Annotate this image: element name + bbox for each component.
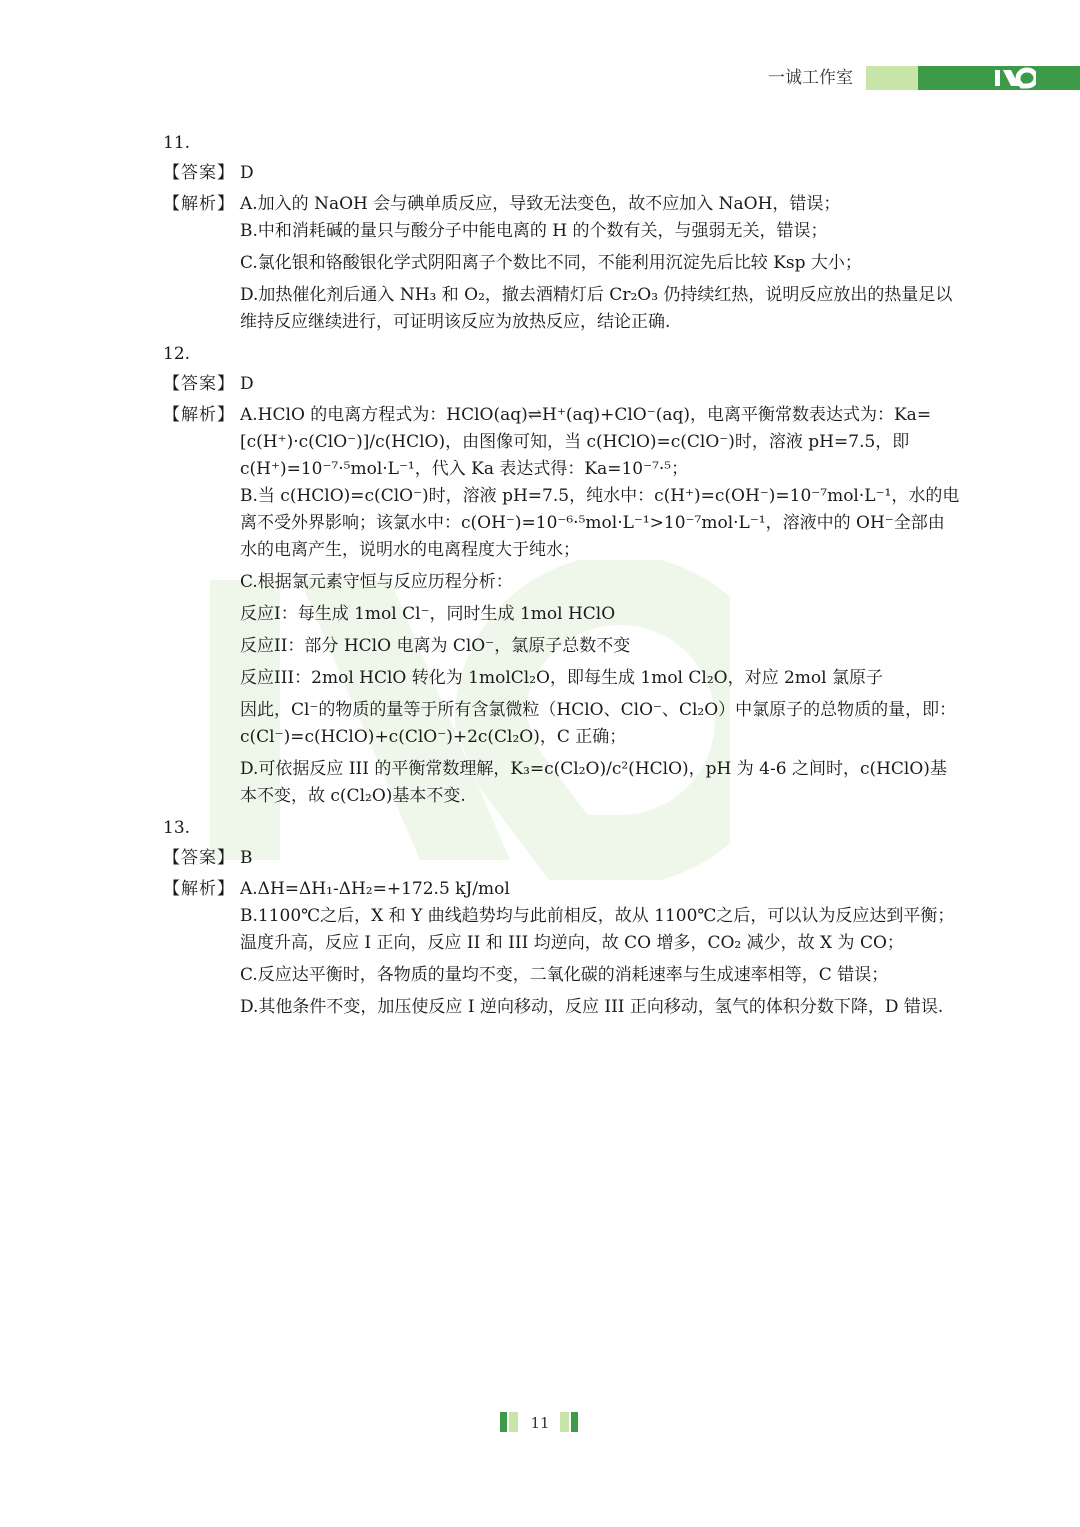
footer-bars-left: [500, 1412, 520, 1432]
question-block: [163, 815, 963, 1021]
yc-logo-icon: [994, 67, 1036, 89]
analysis-paragraph: D.加热催化剂后通入 NH₃ 和 O₂，撤去酒精灯后 Cr₂O₃ 仍持续红热，说明反应放出的热量足以维持反应继续进行，可证明该反应为放热反应，结论正确.: [240, 285, 953, 332]
analysis-tag: 【解析】: [163, 194, 235, 214]
analysis-paragraph: B.当 c(HClO)=c(ClO⁻)时，溶液 pH=7.5，纯水中：c(H⁺)=c(OH⁻)=10⁻⁷mol·L⁻¹，水的电离不受外界影响；该氯水中：c(OH⁻)=10⁻⁶·⁵mol·L⁻¹>10⁻⁷mol·L⁻¹，溶液中的 OH⁻全部由水的电离产生，说明水的电离程度大于纯水；: [240, 486, 960, 560]
answer-row: [163, 845, 963, 872]
analysis-row: [163, 191, 963, 218]
header-title: 一诚工作室: [768, 68, 853, 88]
answer-value: B: [240, 848, 253, 868]
analysis-row: [163, 876, 963, 903]
footer-bars-right: [560, 1412, 580, 1432]
analysis-paragraph: B.中和消耗碱的量只与酸分子中能电离的 H 的个数有关，与强弱无关，错误；: [240, 221, 828, 241]
analysis-paragraph: 反应I：每生成 1mol Cl⁻，同时生成 1mol HClO: [240, 604, 616, 624]
answer-value: D: [240, 163, 254, 183]
question-block: [163, 130, 963, 336]
question-number: 11.: [163, 133, 191, 153]
answer-value: D: [240, 374, 254, 394]
page-number: 11: [530, 1414, 550, 1432]
answer-tag: 【答案】: [163, 374, 235, 394]
answer-tag: 【答案】: [163, 163, 235, 183]
analysis-row: [163, 402, 963, 483]
analysis-paragraph: C.氯化银和铬酸银化学式阴阳离子个数比不同，不能利用沉淀先后比较 Ksp 大小；: [240, 253, 862, 273]
analysis-text: A.加入的 NaOH 会与碘单质反应，导致无法变色，故不应加入 NaOH，错误；: [240, 194, 841, 214]
question-number: 13.: [163, 818, 191, 838]
header-band-light: [866, 66, 918, 90]
question-block: [163, 341, 963, 810]
analysis-tag: 【解析】: [163, 879, 235, 899]
question-number: 12.: [163, 344, 191, 364]
answer-row: [163, 160, 963, 187]
analysis-paragraph: B.1100℃之后，X 和 Y 曲线趋势均与此前相反，故从 1100℃之后，可以认为反应达到平衡；温度升高，反应 I 正向，反应 II 和 III 均逆向，故 CO 增多，CO₂ 减少，故 X 为 CO；: [240, 906, 955, 953]
analysis-paragraph: 因此，Cl⁻的物质的量等于所有含氯微粒（HClO、ClO⁻、Cl₂O）中氯原子的总物质的量，即：c(Cl⁻)=c(HClO)+c(ClO⁻)+2c(Cl₂O)，C 正确；: [240, 700, 957, 747]
analysis-text: A.ΔH=ΔH₁-ΔH₂=+172.5 kJ/mol: [240, 879, 510, 899]
answer-tag: 【答案】: [163, 848, 235, 868]
analysis-paragraph: D.其他条件不变，加压使反应 I 逆向移动，反应 III 正向移动，氢气的体积分数下降，D 错误.: [240, 997, 944, 1017]
analysis-text: A.HClO 的电离方程式为：HClO(aq)⇌H⁺(aq)+ClO⁻(aq)，电离平衡常数表达式为：Ka=[c(H⁺)·c(ClO⁻)]/c(HClO)，由图像可知，当 c(HClO)=c(ClO⁻)时，溶液 pH=7.5，即 c(H⁺)=10⁻⁷·⁵mol·L⁻¹，代入 Ka 表达式得：Ka=10⁻⁷·⁵；: [240, 405, 932, 479]
analysis-paragraph: 反应III：2mol HClO 转化为 1molCl₂O，即每生成 1mol Cl₂O，对应 2mol 氯原子: [240, 668, 884, 688]
analysis-paragraph: C.根据氯元素守恒与反应历程分析：: [240, 572, 513, 592]
analysis-paragraph: C.反应达平衡时，各物质的量均不变，二氧化碳的消耗速率与生成速率相等，C 错误；: [240, 965, 889, 985]
analysis-paragraph: 反应II：部分 HClO 电离为 ClO⁻，氯原子总数不变: [240, 636, 631, 656]
answer-row: [163, 371, 963, 398]
analysis-paragraph: D.可依据反应 III 的平衡常数理解，K₃=c(Cl₂O)/c²(HClO)，pH 为 4-6 之间时，c(HClO)基本不变，故 c(Cl₂O)基本不变.: [240, 759, 947, 806]
analysis-tag: 【解析】: [163, 405, 235, 425]
answer-content: [163, 130, 963, 1026]
